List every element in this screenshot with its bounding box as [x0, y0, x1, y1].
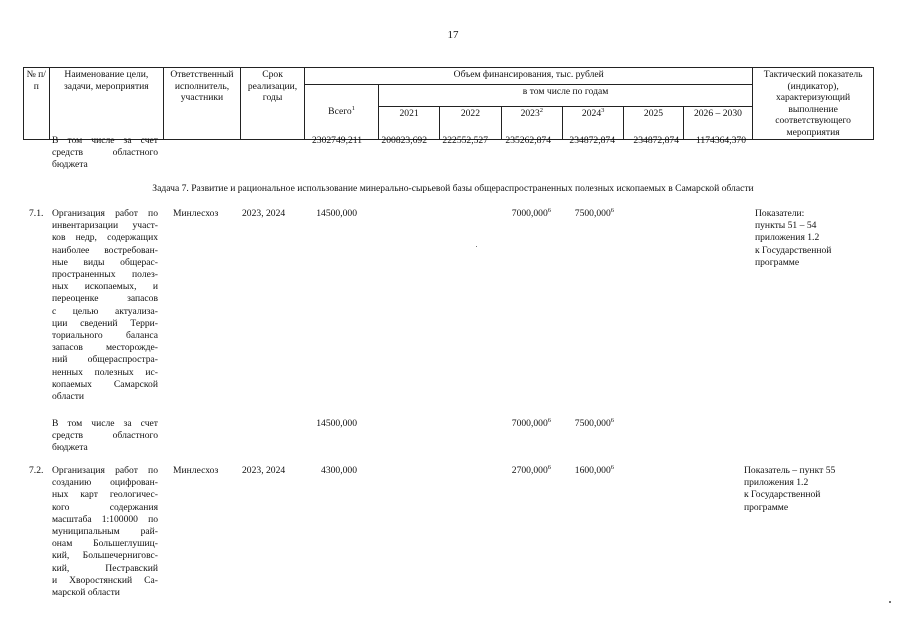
row-7-1-indicator	[755, 208, 875, 269]
text-line: наиболее востребован-	[52, 244, 158, 256]
text-line: программе	[755, 256, 800, 268]
text-line: ных карт геологичес-	[52, 489, 158, 501]
header-term: Срок реализации, годы	[240, 68, 304, 140]
header-indicator: Тактический показатель (индикатор), характеризующий выполнение соответствующего мероприятия	[753, 68, 874, 140]
row-7-1-2023: 7000,000$^6$	[511, 206, 551, 219]
text-line: программе	[744, 501, 789, 513]
text-line: инвентаризации участ-	[52, 220, 158, 232]
summary-2023: 235262,874	[505, 135, 551, 146]
text-line: Показатели:	[755, 208, 805, 219]
text-line: Показатель – пункт 55	[744, 465, 836, 476]
summary-total: 2302749,211	[311, 135, 362, 146]
text-line: Организация работ по	[52, 465, 158, 476]
scan-speck	[889, 601, 891, 603]
text-line: ториального баланса	[52, 330, 158, 342]
row-7-1-budget-2024: 7500,000$^6$	[574, 416, 614, 429]
row-7-1-budget-total: 14500,000	[316, 418, 357, 429]
text-line: ненных полезных ис-	[52, 366, 158, 378]
row-7-2-total: 4300,000	[321, 465, 357, 476]
text-line: муниципальным рай-	[52, 526, 158, 538]
text-line: к Государственной	[744, 489, 821, 501]
header-year-2026-2030: 2026 – 2030	[683, 107, 753, 140]
row-7-1-num: 7.1.	[29, 208, 44, 219]
row-7-1-budget-2023: 7000,000$^6$	[511, 416, 551, 429]
header-by-years: в том числе по годам	[378, 85, 752, 107]
text-line: ний общераспростра-	[52, 354, 158, 366]
header-year-2024: 2024$^3$	[562, 107, 623, 140]
summary-2026-2030: 1174364,370	[695, 135, 746, 146]
header-total: Всего$^1$	[305, 85, 379, 140]
table-header	[23, 67, 874, 140]
text-line: переоценке запасов	[52, 293, 158, 305]
header-year-2021: 2021	[378, 107, 439, 140]
text-line: ции сведений Терри-	[52, 317, 158, 329]
text-line: запасов месторожде-	[52, 342, 158, 354]
text-line: приложения 1.2	[755, 232, 820, 244]
text-line: ных ископаемых, и	[52, 281, 158, 293]
header-name: Наименование цели, задачи, мероприятия	[49, 68, 164, 140]
summary-2025: 234872,874	[633, 135, 679, 146]
text-line: Организация работ по	[52, 208, 158, 219]
text-line: области	[52, 391, 85, 403]
row-7-2-indicator	[744, 465, 874, 514]
row-7-1-budget-label: В том числе за счет средств областного бюджета	[52, 418, 158, 454]
text-line: марской области	[52, 587, 120, 599]
row-7-1-responsible: Минлесхоз	[173, 208, 219, 219]
row-7-1-total: 14500,000	[316, 208, 357, 219]
text-line: ков недр, содержащих	[52, 232, 158, 244]
summary-2024: 234872,874	[569, 135, 615, 146]
scan-speck	[476, 246, 477, 247]
header-year-2022: 2022	[440, 107, 501, 140]
text-line: кого содержания	[52, 501, 158, 513]
header-year-2023: 2023$^2$	[501, 107, 562, 140]
text-line: кий, Пестравский	[52, 562, 158, 574]
text-line: с целью актуализа-	[52, 305, 158, 317]
row-7-1-term: 2023, 2024	[242, 208, 286, 219]
text-line: онам Большеглушиц-	[52, 538, 158, 550]
header-finance: Объем финансирования, тыс. рублей	[305, 68, 753, 85]
text-line: копаемых Самарской	[52, 378, 158, 390]
row-7-1-2024: 7500,000$^6$	[574, 206, 614, 219]
text-line: масштаба 1:100000 по	[52, 513, 158, 525]
row-7-2-2024: 1600,000$^6$	[574, 463, 614, 476]
page-number: 17	[447, 29, 459, 41]
row-7-2-term: 2023, 2024	[242, 465, 286, 476]
header-num: № п/п	[24, 68, 50, 140]
text-line: пространенных полез-	[52, 269, 158, 281]
summary-2022: 222552,527	[442, 135, 488, 146]
row-7-2-name	[52, 465, 158, 599]
text-line: пункты 51 – 54	[755, 220, 817, 232]
summary-label: В том числе за счет средств областного бюджета	[52, 135, 158, 171]
summary-2021: 200823,692	[381, 135, 427, 146]
text-line: приложения 1.2	[744, 477, 809, 489]
row-7-2-2023: 2700,000$^6$	[511, 463, 551, 476]
row-7-2-responsible: Минлесхоз	[173, 465, 219, 476]
text-line: ные виды общерас-	[52, 256, 158, 268]
task-heading: Задача 7. Развитие и рациональное использование минерально-сырьевой базы общераспространенных полезных ископаемых в Самарской области	[152, 183, 754, 194]
text-line: кий, Большечерниговс-	[52, 550, 158, 562]
row-7-2-num: 7.2.	[29, 465, 44, 476]
text-line: к Государственной	[755, 244, 832, 256]
row-7-1-name	[52, 208, 158, 403]
header-responsible: Ответственный исполнитель, участники	[164, 68, 241, 140]
text-line: созданию оцифрован-	[52, 477, 158, 489]
header-year-2025: 2025	[624, 107, 683, 140]
text-line: и Хворостянский Са-	[52, 574, 158, 586]
